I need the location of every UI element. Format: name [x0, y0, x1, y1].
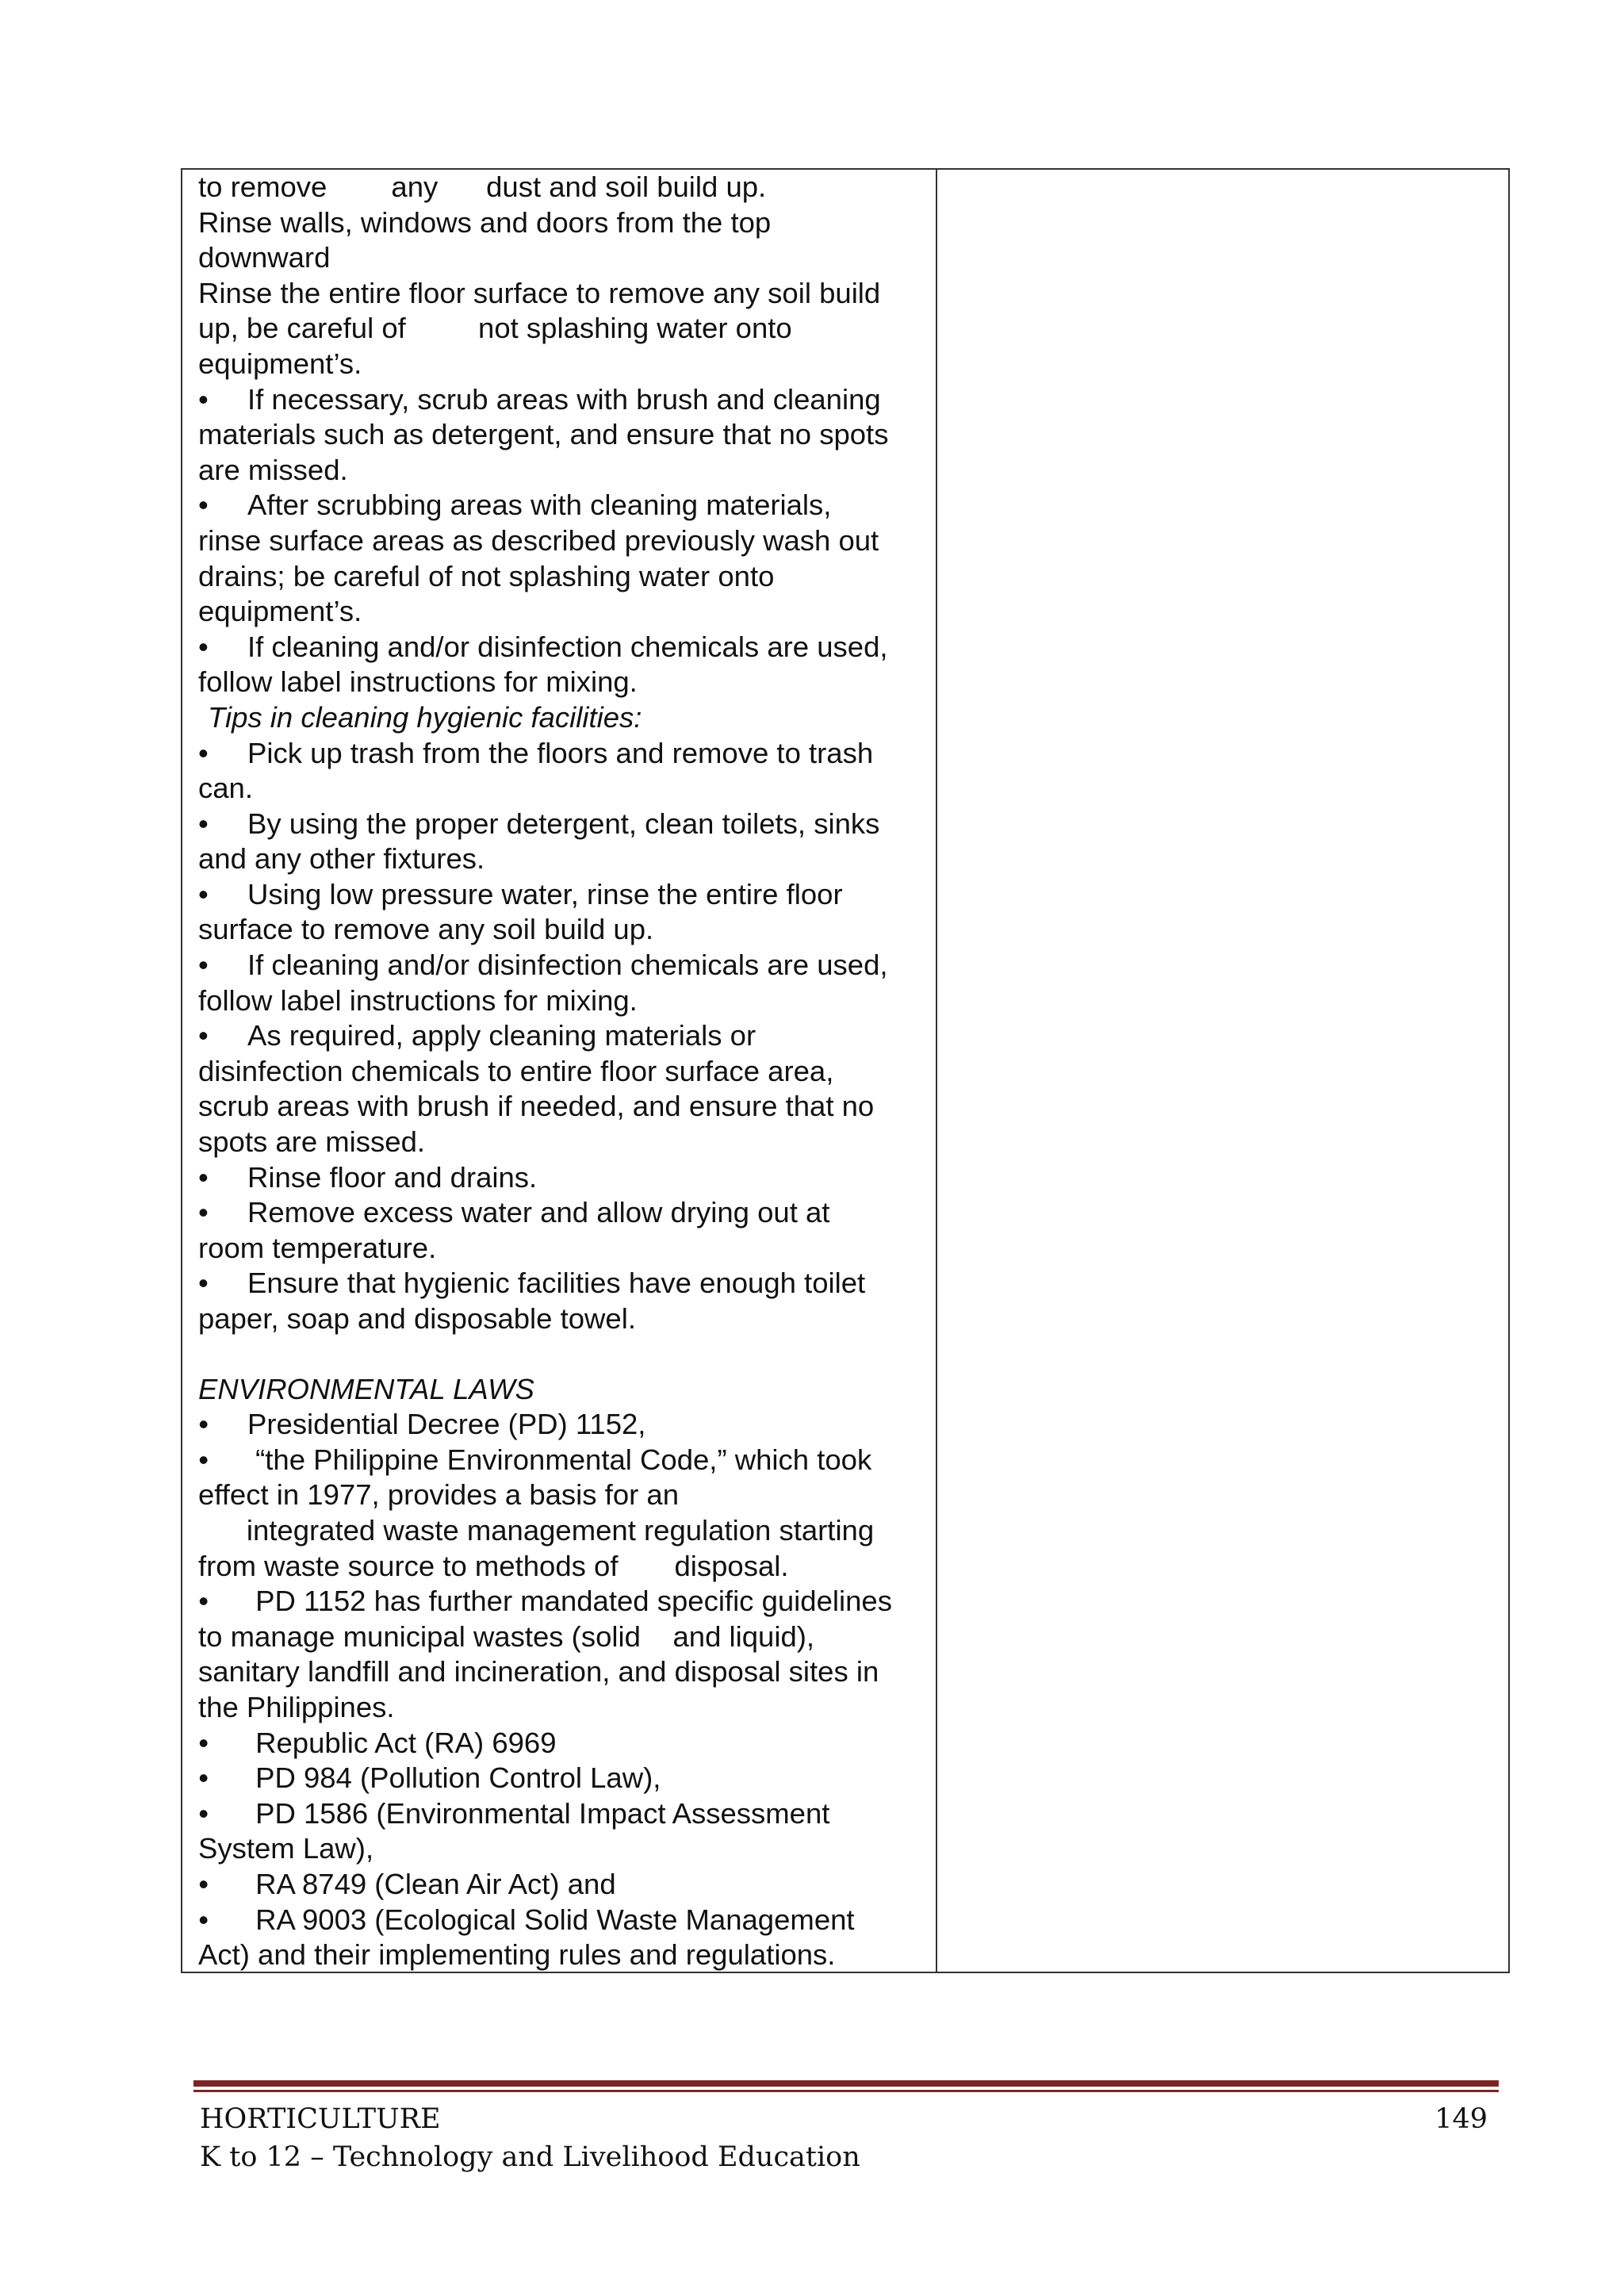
tips-heading: Tips in cleaning hygienic facilities:	[208, 700, 642, 734]
bullet-item	[198, 877, 926, 913]
footer-rule-thin	[193, 2090, 1499, 2092]
text-line: follow label instructions for mixing.	[198, 665, 638, 699]
text-line: equipment’s.	[198, 595, 362, 628]
text-line: follow label instructions for mixing.	[198, 983, 638, 1017]
bullet-icon: •	[198, 1408, 209, 1441]
text-line: drains; be careful of not splashing water onto	[198, 559, 775, 592]
text-line: surface to remove any soil build up.	[198, 913, 654, 946]
text-line: and any other fixtures.	[198, 842, 485, 876]
text-line: room temperature.	[198, 1231, 437, 1264]
bullet-icon: •	[198, 1867, 209, 1900]
bullet-icon: •	[198, 1019, 209, 1052]
text-line: effect in 1977, provides a basis for an	[198, 1478, 680, 1512]
bullet-icon: •	[198, 489, 209, 522]
bullet-item	[198, 1867, 926, 1903]
text-line: to manage municipal wastes (solid and liquid),	[198, 1619, 815, 1653]
text-line: integrated waste management regulation starting	[198, 1513, 875, 1547]
text-line: spots are missed.	[198, 1125, 426, 1159]
bullet-item	[198, 488, 926, 523]
bullet-text: PD 1586 (Environmental Impact Assessment	[247, 1796, 830, 1830]
bullet-text: Rinse floor and drains.	[247, 1160, 538, 1194]
bullet-item	[198, 1584, 926, 1619]
bullet-text: RA 9003 (Ecological Solid Waste Management	[247, 1903, 855, 1936]
right-column-cell	[937, 170, 1508, 1972]
bullet-item	[198, 630, 926, 665]
bullet-item	[198, 1726, 926, 1761]
bullet-text: Pick up trash from the floors and remove to trash	[247, 736, 874, 769]
content-table	[181, 168, 1510, 1973]
bullet-text: “the Philippine Environmental Code,” which took	[247, 1443, 872, 1476]
text-line: paper, soap and disposable towel.	[198, 1302, 636, 1335]
bullet-text: Presidential Decree (PD) 1152,	[247, 1408, 646, 1441]
bullet-item	[198, 807, 926, 842]
text-line: rinse surface areas as described previously wash out	[198, 523, 879, 557]
bullet-text: By using the proper detergent, clean toilets, sinks	[247, 807, 880, 840]
bullet-icon: •	[198, 877, 209, 910]
text-line: the Philippines.	[198, 1690, 395, 1723]
bullet-text: RA 8749 (Clean Air Act) and	[247, 1867, 616, 1900]
bullet-item	[198, 1443, 926, 1478]
bullet-icon: •	[198, 630, 209, 663]
bullet-icon: •	[198, 949, 209, 982]
bullet-text: PD 984 (Pollution Control Law),	[247, 1761, 661, 1795]
text-line: Rinse walls, windows and doors from the top	[198, 205, 772, 239]
text-line: Rinse the entire floor surface to remove any soil build	[198, 276, 881, 309]
text-line: Act) and their implementing rules and regulations.	[198, 1938, 836, 1972]
text-line: to remove any dust and soil build up.	[198, 171, 767, 203]
bullet-text: If cleaning and/or disinfection chemicals are used,	[247, 630, 888, 663]
bullet-text: Remove excess water and allow drying out at	[247, 1196, 830, 1229]
text-line: are missed.	[198, 453, 348, 486]
bullet-item	[198, 1195, 926, 1231]
text-line: sanitary landfill and incineration, and disposal sites in	[198, 1655, 879, 1688]
left-column-cell	[182, 170, 937, 1972]
page-number: 149	[1434, 2103, 1488, 2135]
bullet-text: After scrubbing areas with cleaning materials,	[247, 489, 832, 522]
bullet-text: As required, apply cleaning materials or	[247, 1019, 756, 1052]
footer-subject: HORTICULTURE	[200, 2103, 441, 2135]
bullet-item	[198, 1160, 926, 1196]
bullet-icon: •	[198, 736, 209, 769]
bullet-icon: •	[198, 1796, 209, 1830]
bullet-icon: •	[198, 1443, 209, 1476]
bullet-text: If cleaning and/or disinfection chemicals are used,	[247, 949, 888, 982]
section-heading: ENVIRONMENTAL LAWS	[198, 1372, 534, 1405]
bullet-item	[198, 1266, 926, 1301]
bullet-icon: •	[198, 382, 209, 416]
text-line: scrub areas with brush if needed, and ensure that no	[198, 1090, 875, 1123]
text-line: up, be careful of not splashing water onto	[198, 312, 792, 345]
bullet-text: If necessary, scrub areas with brush and cleaning	[247, 382, 881, 416]
bullet-item	[198, 1761, 926, 1796]
bullet-icon: •	[198, 1267, 209, 1300]
bullet-item	[198, 1407, 926, 1443]
footer-program: K to 12 – Technology and Livelihood Education	[200, 2141, 860, 2173]
bullet-icon: •	[198, 1903, 209, 1936]
bullet-item	[198, 382, 926, 418]
bullet-icon: •	[198, 807, 209, 840]
paragraph-gap	[198, 1337, 926, 1372]
bullet-item	[198, 1903, 926, 1938]
bullet-icon: •	[198, 1196, 209, 1229]
bullet-text: PD 1152 has further mandated specific guidelines	[247, 1585, 892, 1618]
bullet-item	[198, 948, 926, 983]
bullet-text: Using low pressure water, rinse the entire floor	[247, 877, 843, 910]
text-line: materials such as detergent, and ensure that no spots	[198, 418, 889, 451]
text-line: can.	[198, 772, 253, 805]
bullet-item	[198, 1018, 926, 1054]
text-line: System Law),	[198, 1832, 374, 1865]
bullet-icon: •	[198, 1726, 209, 1759]
footer-left	[200, 2100, 860, 2176]
bullet-item	[198, 1796, 926, 1832]
bullet-icon: •	[198, 1761, 209, 1795]
bullet-text: Republic Act (RA) 6969	[247, 1726, 557, 1759]
text-line: from waste source to methods of disposal.	[198, 1549, 789, 1582]
text-line: downward	[198, 241, 331, 274]
bullet-item	[198, 736, 926, 772]
bullet-text: Ensure that hygienic facilities have enough toilet	[247, 1267, 866, 1300]
text-line: disinfection chemicals to entire floor surface area,	[198, 1054, 834, 1087]
bullet-icon: •	[198, 1585, 209, 1618]
bullet-icon: •	[198, 1160, 209, 1194]
text-line: equipment’s.	[198, 347, 362, 380]
footer-rule-thick	[193, 2080, 1499, 2087]
